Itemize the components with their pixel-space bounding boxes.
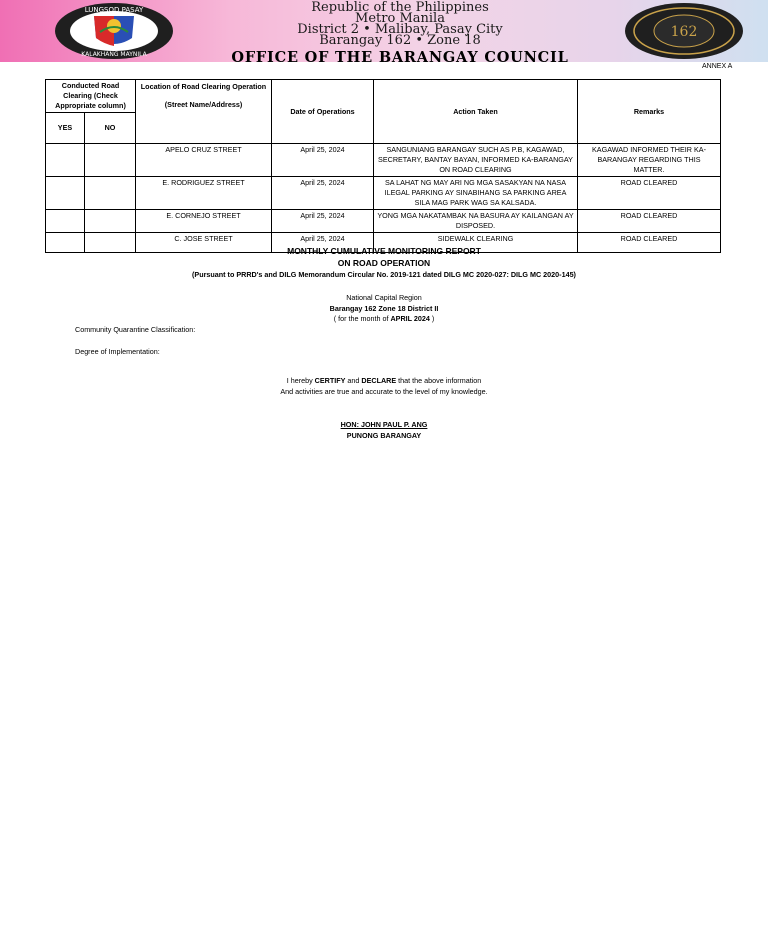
header-date: Date of Operations [272, 80, 374, 144]
certify-word: CERTIFY [314, 376, 346, 385]
cell-no [85, 210, 136, 233]
pasay-city-seal-icon [54, 2, 174, 60]
road-clearing-table [45, 79, 721, 253]
certify-line-2: And activities are true and accurate to the level of my knowledge. [280, 387, 488, 396]
cell-yes [46, 177, 85, 210]
certify-text-3: that the above information [396, 376, 482, 385]
report-title-line1: MONTHLY CUMULATIVE MONITORING REPORT [287, 246, 481, 256]
table-row [46, 177, 721, 210]
cell-no [85, 177, 136, 210]
office-title: OFFICE OF THE BARANGAY COUNCIL [231, 49, 569, 66]
cell-location: APELO CRUZ STREET [136, 144, 272, 177]
month-line [0, 313, 768, 324]
header-banner [0, 0, 768, 66]
banner-line-republic: Republic of the Philippines [311, 0, 489, 15]
banner-line-barangay: Barangay 162 • Zone 18 [319, 33, 481, 48]
barangay-162-seal-icon [624, 2, 744, 60]
certify-text-1: I hereby [286, 376, 315, 385]
left-seal-text-top: LUNGSOD PASAY [84, 6, 144, 14]
certify-text-2: and [345, 376, 362, 385]
month-suffix: ) [429, 314, 435, 323]
table-row [46, 144, 721, 177]
table-row [46, 210, 721, 233]
header-remarks: Remarks [578, 80, 721, 144]
cell-date: April 25, 2024 [272, 233, 374, 253]
cell-remarks: ROAD CLEARED [578, 210, 721, 233]
banner-line-district: District 2 • Malibay, Pasay City [297, 22, 503, 37]
annex-label: ANNEX A [702, 63, 733, 70]
cell-remarks: ROAD CLEARED [578, 233, 721, 253]
month-prefix: ( for the month of [333, 314, 391, 323]
pursuant-line: (Pursuant to PRRD's and DILG Memorandum Circular No. 2019-121 dated DILG MC 2020-027: DILG MC 2020-145) [192, 270, 576, 279]
cell-date: April 25, 2024 [272, 210, 374, 233]
header-action: Action Taken [374, 80, 578, 144]
cell-action: SA LAHAT NG MAY ARI NG MGA SASAKYAN NA NASA ILEGAL PARKING AY SINABIHANG SA PARKING AREA SILA MAG PARK WAG SA KALSADA. [374, 177, 578, 210]
cell-action: SIDEWALK CLEARING [374, 233, 578, 253]
header-location-line1: Location of Road Clearing Operation [140, 82, 267, 91]
quarantine-classification-label: Community Quarantine Classification: [75, 325, 196, 334]
region-line: National Capital Region [346, 293, 422, 302]
cell-location: E. RODRIGUEZ STREET [136, 177, 272, 210]
certify-line-1 [0, 375, 768, 386]
table-header-row [46, 80, 721, 113]
signatory-name-wrap [0, 419, 768, 430]
left-seal-text-bottom: KALAKHANG MAYNILA [81, 51, 147, 58]
cell-date: April 25, 2024 [272, 144, 374, 177]
banner-line-metro: Metro Manila [355, 11, 445, 26]
header-location-line2: (Street Name/Address) [164, 100, 243, 109]
banner-text [190, 2, 610, 66]
cell-no [85, 144, 136, 177]
cell-yes [46, 144, 85, 177]
cell-location: E. CORNEJO STREET [136, 210, 272, 233]
degree-of-implementation-label: Degree of Implementation: [75, 347, 160, 356]
header-location [136, 80, 272, 144]
report-title-line2: ON ROAD OPERATION [337, 258, 431, 268]
cell-yes [46, 210, 85, 233]
cell-remarks: ROAD CLEARED [578, 177, 721, 210]
cell-action: SANGUNIANG BARANGAY SUCH AS P.B, KAGAWAD, SECRETARY, BANTAY BAYAN, INFORMED KA-BARANGAY ON ROAD CLEARING [374, 144, 578, 177]
header-yes: YES [46, 113, 85, 144]
cell-date: April 25, 2024 [272, 177, 374, 210]
declare-word: DECLARE [361, 376, 397, 385]
signatory-title: PUNONG BARANGAY [346, 431, 422, 440]
cell-action: YONG MGA NAKATAMBAK NA BASURA AY KAILANGAN AY DISPOSED. [374, 210, 578, 233]
header-no: NO [85, 113, 136, 144]
signatory-name: HON: JOHN PAUL P. ANG [340, 420, 428, 429]
header-conducted-road-clearing: Conducted Road Clearing (Check Appropriate column) [46, 80, 136, 113]
cell-remarks: KAGAWAD INFORMED THEIR KA-BARANGAY REGARDING THIS MATTER. [578, 144, 721, 177]
right-seal-number: 162 [670, 24, 698, 40]
month-value: APRIL 2024 [390, 314, 430, 323]
barangay-line: Barangay 162 Zone 18 District II [329, 304, 439, 313]
cell-location: C. JOSE STREET [136, 233, 272, 253]
